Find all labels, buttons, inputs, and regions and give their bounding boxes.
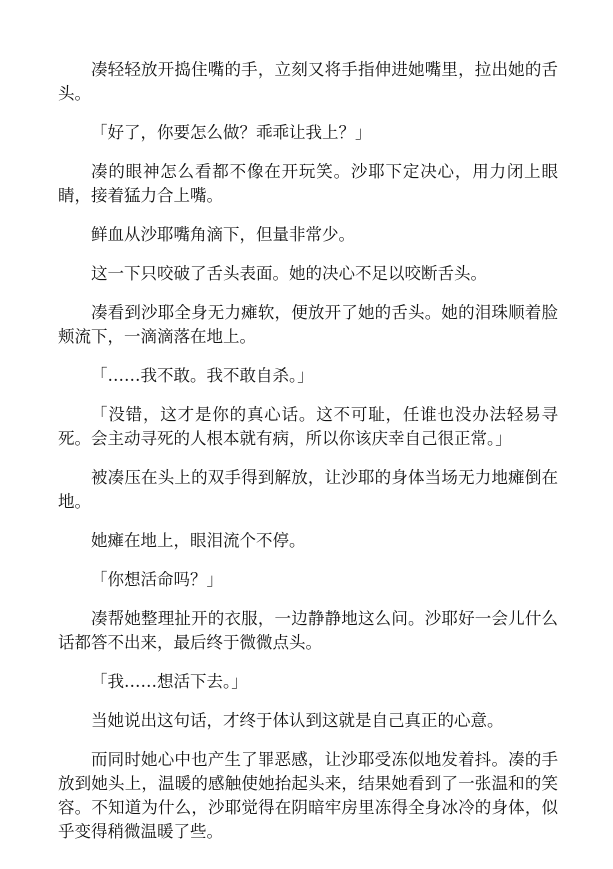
paragraph: 「你想活命吗？」 — [91, 570, 223, 589]
paragraph: 凑轻轻放开捣住嘴的手，立刻又将手指伸进她嘴里，拉出她的舌头。 — [58, 60, 558, 103]
paragraph: 「好了，你要怎么做？乖乖让我上？」 — [91, 123, 372, 142]
paragraph: 「没错，这才是你的真心话。这不可耻，任谁也没办法轻易寻死。会主动寻死的人根本就有病，所以你该庆幸自己很正常。」 — [58, 405, 558, 448]
paragraph: 凑看到沙耶全身无力瘫软，便放开了她的舌头。她的泪珠顺着脸颊流下，一滴滴落在地上。 — [58, 303, 558, 346]
document-page — [58, 58, 558, 859]
paragraph: 「……我不敢。我不敢自杀。」 — [91, 366, 314, 385]
paragraph: 当她说出这句话，才终于体认到这就是自己真正的心意。 — [91, 711, 504, 730]
paragraph: 被凑压在头上的双手得到解放，让沙耶的身体当场无力地瘫倒在地。 — [58, 468, 558, 511]
paragraph: 这一下只咬破了舌头表面。她的决心不足以咬断舌头。 — [91, 264, 487, 283]
paragraph: 她瘫在地上，眼泪流个不停。 — [91, 531, 306, 550]
paragraph: 而同时她心中也产生了罪恶感，让沙耶受冻似地发着抖。凑的手放到她头上，温暖的感触使她抬起头来，结果她看到了一张温和的笑容。不知道为什么，沙耶觉得在阴暗牢房里冻得全身冰冷的身体，似乎变得稍微温暖了些。 — [58, 750, 558, 841]
paragraph: 凑的眼神怎么看都不像在开玩笑。沙耶下定决心，用力闭上眼睛，接着猛力合上嘴。 — [58, 162, 558, 205]
paragraph: 凑帮她整理扯开的衣服，一边静静地这么问。沙耶好一会儿什么话都答不出来，最后终于微微点头。 — [58, 609, 558, 652]
paragraph: 鲜血从沙耶嘴角滴下，但量非常少。 — [91, 225, 355, 244]
paragraph: 「我……想活下去。」 — [91, 672, 248, 691]
